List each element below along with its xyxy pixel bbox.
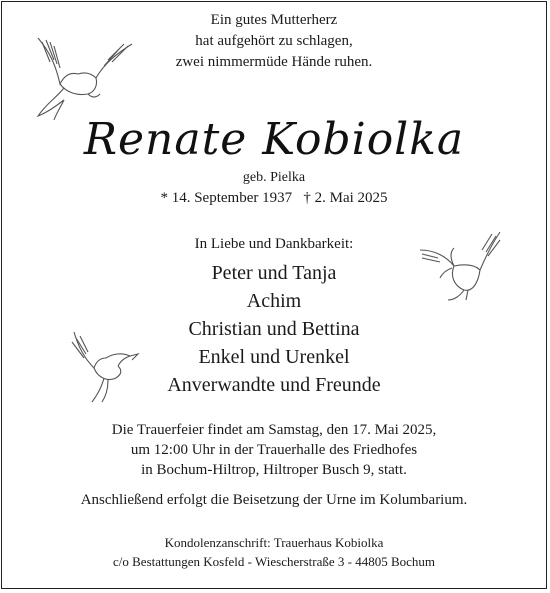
mourner-line: Achim — [246, 290, 302, 312]
ceremony-line-1: Die Trauerfeier findet am Samstag, den 17. Mai 2025, — [111, 422, 437, 438]
verse-line-1: Ein gutes Mutterherz — [210, 12, 338, 28]
verse-line-2: hat aufgehört zu schlagen, — [195, 33, 353, 49]
ceremony-line-3: in Bochum-Hiltrop, Hiltroper Busch 9, statt. — [141, 462, 407, 478]
mourners-intro: In Liebe und Dankbarkeit: — [194, 236, 354, 252]
verse-line-3: zwei nimmermüde Hände ruhen. — [175, 54, 373, 70]
mourner-line: Anverwandte und Freunde — [167, 374, 381, 396]
mourner-line: Christian und Bettina — [188, 318, 360, 340]
condolence-line-2: c/o Bestattungen Kosfeld - Wiescherstraße 3 - 44805 Bochum — [113, 554, 435, 569]
life-dates: * 14. September 1937 † 2. Mai 2025 — [160, 190, 388, 206]
mourner-line: Peter und Tanja — [211, 262, 337, 284]
condolence-line-1: Kondolenzanschrift: Trauerhaus Kobiolka — [164, 535, 384, 550]
ceremony-line-2: um 12:00 Uhr in der Trauerhalle des Friedhofes — [130, 442, 418, 458]
birth-name: geb. Pielka — [242, 170, 306, 185]
deceased-name: Renate Kobiolka — [83, 114, 465, 165]
obituary-notice — [1, 1, 547, 589]
burial-note: Anschließend erfolgt die Beisetzung der Urne im Kolumbarium. — [80, 492, 468, 508]
dove-icon — [68, 328, 142, 404]
mourner-line: Enkel und Urenkel — [198, 346, 350, 368]
